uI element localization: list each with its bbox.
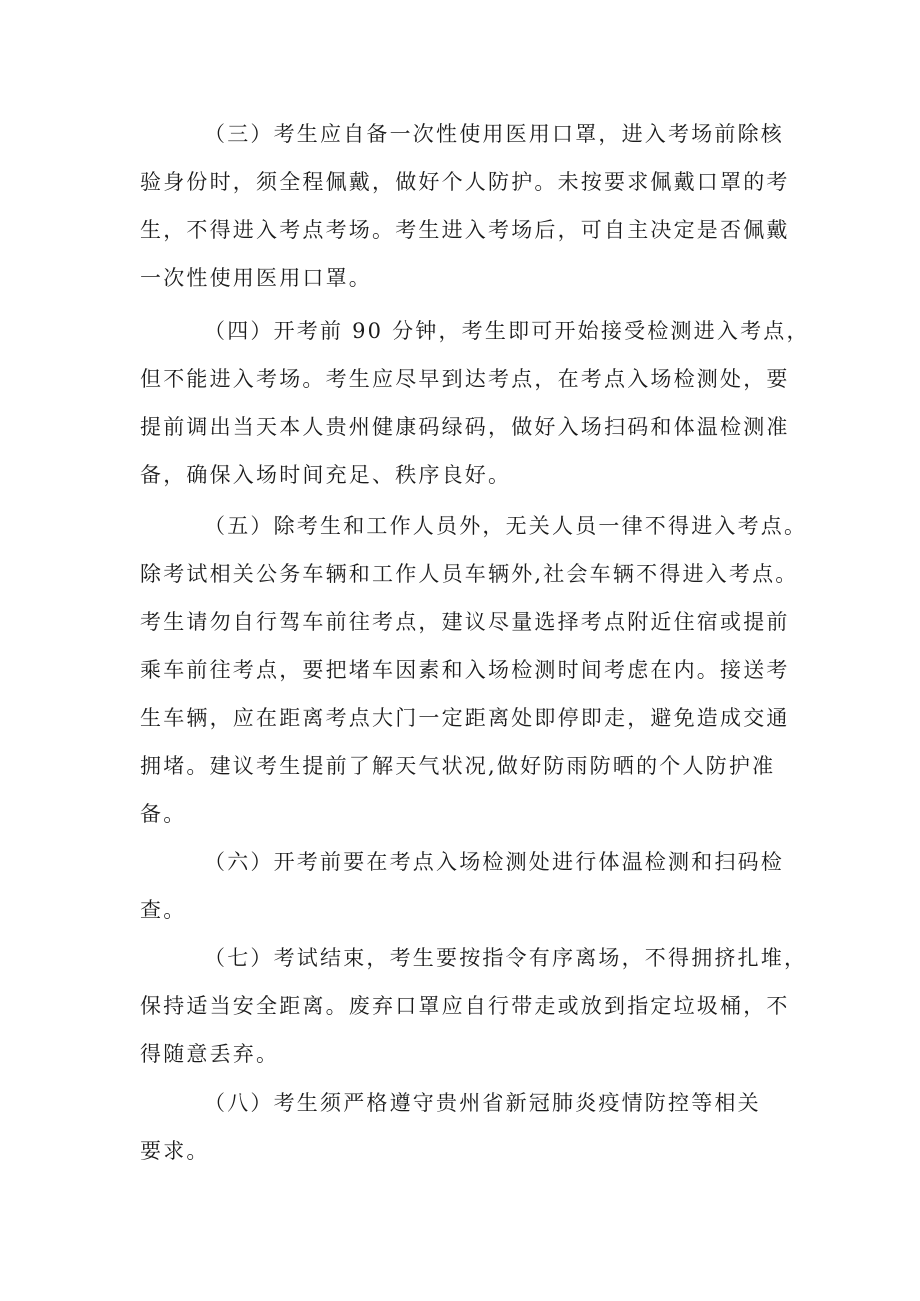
paragraph-5 xyxy=(140,502,808,838)
paragraph-line: 一次性使用医用口罩。 xyxy=(140,266,372,290)
paragraph-line: （四）开考前 90 分钟，考生即可开始接受检测进入考点， xyxy=(204,319,810,343)
paragraph-line: （八）考生须严格遵守贵州省新冠肺炎疫情防控等相关 xyxy=(204,1091,761,1115)
paragraph-line: 拥堵。建议考生提前了解天气状况,做好防雨防晒的个人防护准 xyxy=(140,754,776,778)
paragraph-line: 除考试相关公务车辆和工作人员车辆外,社会车辆不得进入考点。 xyxy=(140,562,799,586)
paragraph-line: 备。 xyxy=(140,802,187,826)
paragraph-line: 生，不得进入考点考场。考生进入考场后，可自主决定是否佩戴 xyxy=(140,218,790,242)
paragraph-line: 得随意丢弃。 xyxy=(140,1042,280,1066)
paragraph-line: （五）除考生和工作人员外，无关人员一律不得进入考点。 xyxy=(204,514,808,538)
paragraph-line: 考生请勿自行驾车前往考点，建议尽量选择考点附近住宿或提前 xyxy=(140,610,790,634)
paragraph-line: 备，确保入场时间充足、秩序良好。 xyxy=(140,463,512,487)
paragraph-4 xyxy=(140,307,810,499)
paragraph-line: 但不能进入考场。考生应尽早到达考点，在考点入场检测处，要 xyxy=(140,367,790,391)
paragraph-7 xyxy=(140,934,808,1078)
paragraph-line: 要求。 xyxy=(140,1139,210,1163)
paragraph-8 xyxy=(140,1079,785,1175)
paragraph-line: （七）考试结束，考生要按指令有序离场，不得拥挤扎堆， xyxy=(204,946,808,970)
paragraph-line: （六）开考前要在考点入场检测处进行体温检测和扫码检 xyxy=(204,850,784,874)
paragraph-line: 生车辆，应在距离考点大门一定距离处即停即走，避免造成交通 xyxy=(140,706,790,730)
paragraph-line: 提前调出当天本人贵州健康码绿码，做好入场扫码和体温检测准 xyxy=(140,415,790,439)
paragraph-line: 查。 xyxy=(140,898,187,922)
paragraph-line: 保持适当安全距离。废弃口罩应自行带走或放到指定垃圾桶，不 xyxy=(140,994,790,1018)
paragraph-line: （三）考生应自备一次性使用医用口罩，进入考场前除核 xyxy=(204,122,784,146)
paragraph-line: 验身份时，须全程佩戴，做好个人防护。未按要求佩戴口罩的考 xyxy=(140,170,790,194)
paragraph-6 xyxy=(140,838,785,934)
paragraph-3 xyxy=(140,110,790,302)
paragraph-line: 乘车前往考点，要把堵车因素和入场检测时间考虑在内。接送考 xyxy=(140,658,790,682)
